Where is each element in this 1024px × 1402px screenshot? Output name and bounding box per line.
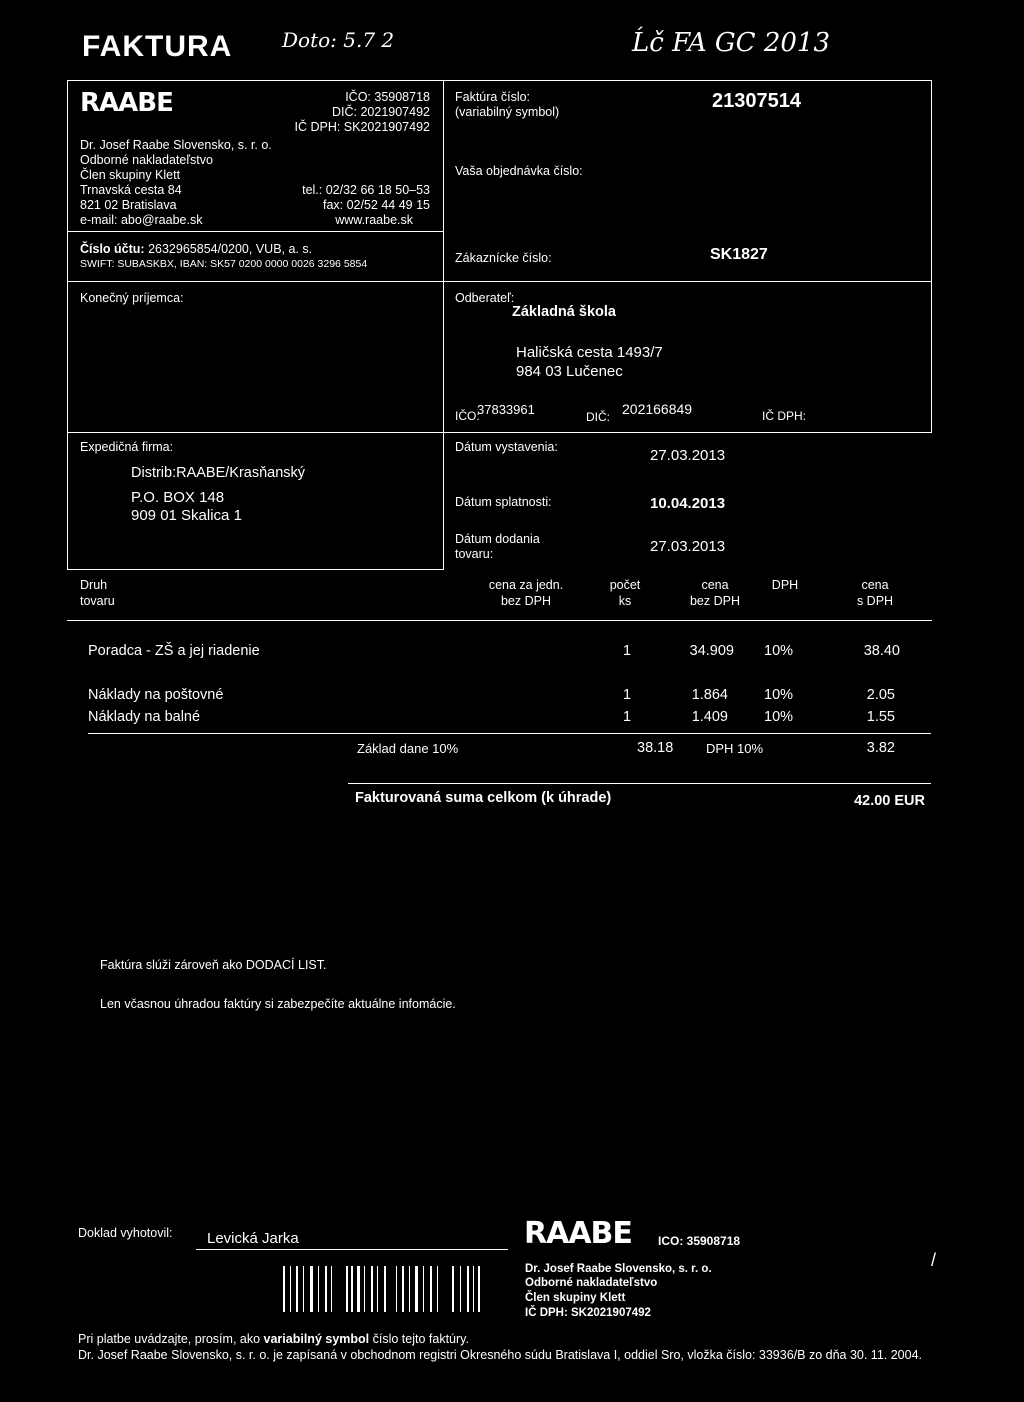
barcode-bar	[409, 1266, 410, 1312]
postage-net: 1.864	[691, 687, 728, 703]
tax-base-label: Základ dane 10%	[357, 741, 459, 756]
footer-company-member: Člen skupiny Klett	[525, 1292, 626, 1304]
registry-note: Dr. Josef Raabe Slovensko, s. r. o. je zapísaná v obchodnom registri Okresného súdu Bratislava I, oddiel Sro, vložka číslo: 33936/B zo dňa 30. 11. 2004.	[78, 1348, 922, 1362]
payment-note-bold: variabilný symbol	[263, 1332, 370, 1346]
footer-company-name: Dr. Josef Raabe Slovensko, s. r. o.	[525, 1263, 712, 1275]
issue-date-label: Dátum vystavenia:	[455, 440, 558, 454]
postage-vat: 10%	[764, 687, 794, 703]
packing-vat: 10%	[764, 709, 794, 725]
header-qty-2: ks	[618, 594, 632, 608]
buyer-city: 984 03 Lučenec	[516, 363, 623, 380]
item-net: 34.909	[689, 643, 734, 659]
frame-center-line	[443, 80, 444, 570]
payment-note	[78, 1332, 469, 1346]
barcode-bar	[290, 1266, 291, 1312]
barcode-bar	[325, 1266, 327, 1312]
info-note: Len včasnou úhradou faktúry si zabezpečíte aktuálne infomácie.	[100, 997, 456, 1011]
payment-note-pre: Pri platbe uvádzajte, prosím, ako	[78, 1332, 261, 1346]
barcode-bar	[437, 1266, 438, 1312]
barcode-bar	[357, 1266, 360, 1312]
frame-left-line	[67, 80, 68, 570]
buyer-dic-label: DIČ:	[586, 410, 610, 424]
supplier-city: 821 02 Bratislava	[80, 198, 177, 212]
frame-top-line	[67, 80, 932, 81]
barcode-bar	[467, 1266, 469, 1312]
barcode-bar	[396, 1266, 397, 1312]
footer-ic-dph: IČ DPH: SK2021907492	[525, 1307, 651, 1319]
supplier-email[interactable]: e-mail: abo@raabe.sk	[80, 213, 203, 227]
postage-qty: 1	[623, 687, 632, 703]
shipping-city: 909 01 Skalica 1	[131, 507, 242, 524]
barcode-bar	[478, 1266, 480, 1312]
supplier-fax: fax: 02/52 44 49 15	[322, 198, 430, 212]
account-value: 2632965854/0200, VUB, a. s.	[148, 242, 313, 256]
barcode-bar	[283, 1266, 285, 1312]
supplier-ic-dph: IČ DPH: SK2021907492	[294, 120, 430, 134]
frame-right-line	[931, 80, 932, 433]
barcode-bar	[310, 1266, 313, 1312]
vat-total: 3.82	[866, 740, 895, 756]
packing-net: 1.409	[691, 709, 728, 725]
barcode-bar	[415, 1266, 418, 1312]
header-gross-1: cena	[861, 578, 889, 592]
handwritten-note-invoice: Ĺč FA GC 2013	[632, 28, 831, 58]
invoice-number-label: Faktúra číslo:	[455, 90, 531, 104]
shipping-box: P.O. BOX 148	[131, 489, 225, 506]
supplier-divider	[67, 231, 443, 232]
barcode-bar	[430, 1266, 432, 1312]
delivery-date: 27.03.2013	[650, 538, 726, 555]
barcode-bar	[423, 1266, 424, 1312]
barcode-bar	[346, 1266, 348, 1312]
barcode-bar	[296, 1266, 298, 1312]
footer-company-type: Odborné nakladateľstvo	[525, 1277, 658, 1289]
barcode-bar	[402, 1266, 404, 1312]
supplier-ico: IČO: 35908718	[345, 90, 430, 104]
tax-base: 38.18	[637, 740, 674, 756]
supplier-type: Odborné nakladateľstvo	[80, 153, 213, 167]
invoice-number: 21307514	[712, 90, 801, 112]
buyer-ic-dph-label: IČ DPH:	[762, 409, 807, 423]
raabe-footer-logo: RAABE	[524, 1216, 632, 1251]
buyer-name: Základná škola	[512, 304, 616, 320]
buyer-street: Haličská cesta 1493/7	[516, 344, 663, 361]
header-unit-2: bez DPH	[500, 594, 552, 608]
customer-number-label: Zákaznícke číslo:	[455, 251, 552, 265]
packing-gross: 1.55	[866, 709, 895, 725]
packing-qty: 1	[623, 709, 632, 725]
barcode-bar	[377, 1266, 378, 1312]
shipping-label: Expedičná firma:	[80, 440, 174, 454]
item-vat: 10%	[764, 643, 794, 659]
supplier-street: Trnavská cesta 84	[80, 183, 182, 197]
shipping-name: Distrib:RAABE/Krasňanský	[131, 465, 306, 481]
section-divider-2	[67, 432, 932, 433]
grand-total-label: Fakturovaná suma celkom (k úhrade)	[355, 790, 612, 806]
header-item-2: tovaru	[80, 594, 115, 608]
grand-total: 42.00 EUR	[854, 793, 925, 809]
barcode-bar	[384, 1266, 386, 1312]
order-number-label: Vaša objednávka číslo:	[455, 164, 583, 178]
raabe-logo: RAABE	[80, 88, 173, 118]
items-divider	[88, 733, 931, 734]
supplier-tel: tel.: 02/32 66 18 50–53	[302, 183, 430, 197]
issued-by: Levická Jarka	[207, 1230, 299, 1247]
barcode-bar	[364, 1266, 365, 1312]
customer-number: SK1827	[710, 246, 768, 263]
packing-name: Náklady na balné	[88, 709, 201, 725]
barcode-bar	[473, 1266, 474, 1312]
barcode-bar	[351, 1266, 353, 1312]
header-qty-1: počet	[609, 578, 641, 592]
buyer-ico-label: IČO:	[455, 409, 480, 423]
supplier-member: Člen skupiny Klett	[80, 168, 181, 182]
handwritten-note-date: Doto: 5.7 2	[282, 28, 395, 52]
payment-note-post: číslo tejto faktúry.	[372, 1332, 469, 1346]
invoice-variable-symbol-label: (variabilný symbol)	[455, 105, 560, 119]
issued-by-label: Doklad vyhotovil:	[78, 1226, 173, 1240]
document-title: FAKTURA	[82, 30, 233, 63]
header-gross-2: s DPH	[856, 594, 894, 608]
header-item-1: Druh	[80, 578, 108, 592]
barcode-bar	[460, 1266, 461, 1312]
frame-bottom-line	[67, 569, 444, 570]
due-date: 10.04.2013	[650, 495, 726, 512]
buyer-ico: 37833961	[477, 402, 535, 417]
item-qty: 1	[623, 643, 632, 659]
issued-by-underline	[196, 1249, 508, 1250]
barcode-bar	[371, 1266, 373, 1312]
item-gross: 38.40	[863, 643, 900, 659]
delivery-date-label-2: tovaru:	[455, 547, 494, 561]
account-label: Číslo účtu:	[80, 242, 145, 256]
postage-name: Náklady na poštovné	[88, 687, 224, 703]
item-name: Poradca - ZŠ a jej riadenie	[88, 643, 260, 659]
header-vat: DPH	[771, 578, 799, 592]
header-net-2: bez DPH	[689, 594, 741, 608]
buyer-dic: 202166849	[622, 401, 693, 417]
postage-gross: 2.05	[866, 687, 895, 703]
delivery-date-label-1: Dátum dodania	[455, 532, 540, 546]
barcode-bar	[318, 1266, 319, 1312]
supplier-swift: SWIFT: SUBASKBX, IBAN: SK57 0200 0000 0026 3296 5854	[80, 258, 368, 270]
footer-ico: ICO: 35908718	[658, 1234, 741, 1248]
footer-slash-mark: /	[931, 1250, 937, 1270]
barcode-bar	[331, 1266, 332, 1312]
header-net-1: cena	[701, 578, 729, 592]
table-header-divider	[67, 620, 932, 621]
section-divider-1	[67, 281, 932, 282]
supplier-dic: DIČ: 2021907492	[332, 105, 430, 119]
vat-total-label: DPH 10%	[706, 741, 764, 756]
barcode-bar	[303, 1266, 304, 1312]
issue-date: 27.03.2013	[650, 447, 726, 464]
delivery-note: Faktúra slúži zároveň ako DODACÍ LIST.	[100, 958, 327, 972]
header-unit-1: cena za jedn.	[488, 578, 564, 592]
barcode-bar	[452, 1266, 454, 1312]
final-recipient-label: Konečný príjemca:	[80, 291, 184, 305]
totals-divider	[348, 783, 931, 784]
due-date-label: Dátum splatnosti:	[455, 495, 552, 509]
supplier-name: Dr. Josef Raabe Slovensko, s. r. o.	[80, 138, 272, 152]
supplier-web[interactable]: www.raabe.sk	[335, 213, 413, 227]
buyer-label: Odberateľ:	[455, 291, 515, 305]
supplier-account	[80, 242, 312, 257]
